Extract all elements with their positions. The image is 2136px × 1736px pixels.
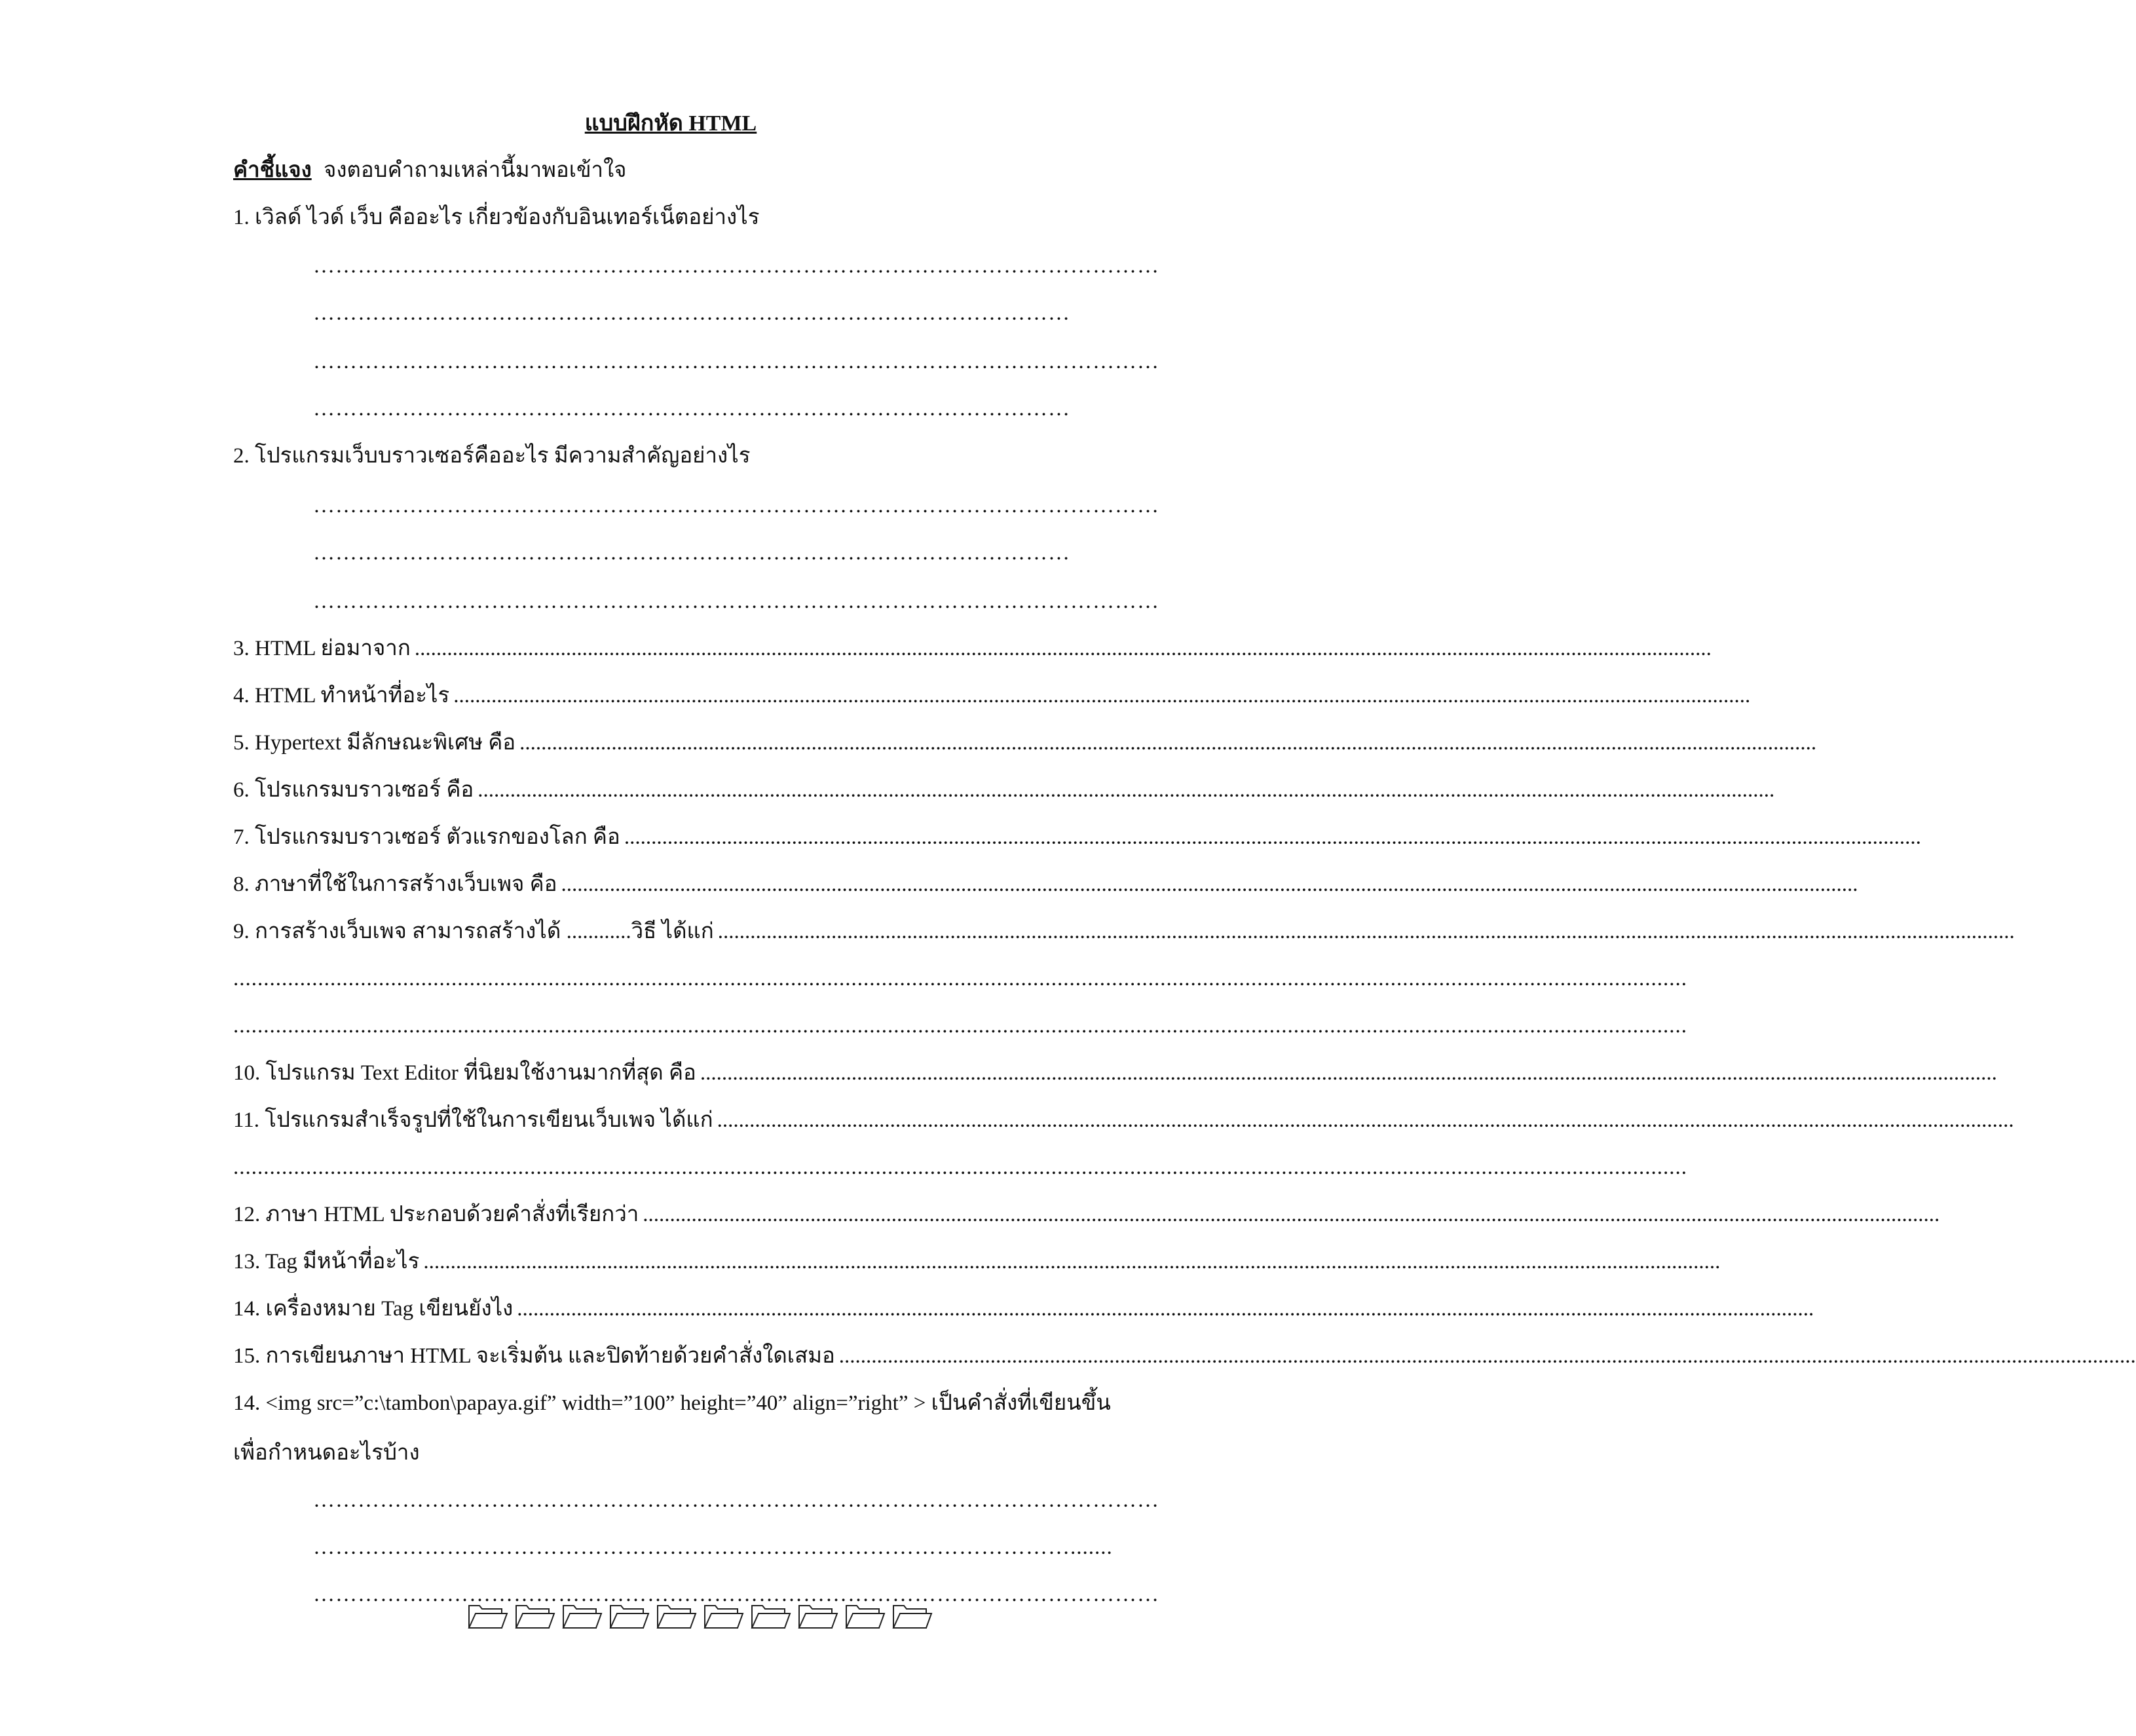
question-14: 14. เครื่องหมาย Tag เขียนยังไง ................................................................................................................................................................................................................................................ xyxy=(233,1297,1814,1321)
question-16-cont: เพื่อกำหนดอะไรบ้าง xyxy=(233,1441,420,1465)
instruction xyxy=(233,157,627,183)
answer-line: …………………………………………………………………………………………………… xyxy=(313,1488,1159,1512)
question-4: 4. HTML ทำหน้าที่อะไร ................................................................................................................................................................................................................................................ xyxy=(233,684,1751,708)
answer-line: …………………………………………………………………………………………………… xyxy=(313,1583,1159,1606)
folder-icon xyxy=(796,1602,838,1632)
page-title: แบบฝึกหัด HTML xyxy=(584,111,757,136)
folder-icon xyxy=(514,1602,555,1632)
folder-icon xyxy=(608,1602,650,1632)
answer-line: ................................................................................................................................................................................................................................................ xyxy=(233,1014,1687,1038)
folder-icon xyxy=(561,1602,603,1632)
answer-line: …………………………………………………………………………………………………… xyxy=(313,254,1159,278)
question-13: 13. Tag มีหน้าที่อะไร ................................................................................................................................................................................................................................................ xyxy=(233,1250,1721,1274)
question-9: 9. การสร้างเว็บเพจ สามารถสร้างได้ ............วิธี ได้แก่ ................................................................................................................................................................................................................................................ xyxy=(233,920,2015,943)
instruction-text: จงตอบคำถามเหล่านี้มาพอเข้าใจ xyxy=(323,159,627,182)
footer-ornament xyxy=(466,1602,933,1632)
answer-line: …………………………………………………………………………………………………… xyxy=(313,494,1159,518)
answer-line: ………………………………………………………………………………………… xyxy=(313,541,1070,565)
question-12: 12. ภาษา HTML ประกอบด้วยคำสั่งที่เรียกว่า ................................................................................................................................................................................................................................................ xyxy=(233,1203,1940,1226)
answer-line: ………………………………………………………………………………………… xyxy=(313,301,1070,325)
question-5: 5. Hypertext มีลักษณะพิเศษ คือ ................................................................................................................................................................................................................................................ xyxy=(233,731,1817,755)
instruction-label: คำชี้แจง xyxy=(233,159,312,182)
folder-icon xyxy=(702,1602,744,1632)
question-3: 3. HTML ย่อมาจาก ................................................................................................................................................................................................................................................ xyxy=(233,637,1712,660)
folder-icon xyxy=(466,1602,508,1632)
question-8: 8. ภาษาที่ใช้ในการสร้างเว็บเพจ คือ ................................................................................................................................................................................................................................................ xyxy=(233,873,1858,896)
question-10: 10. โปรแกรม Text Editor ที่นิยมใช้งานมากที่สุด คือ ................................................................................................................................................................................................................................................ xyxy=(233,1061,1997,1085)
answer-line: …………………………………………………………………………………………....... xyxy=(313,1536,1113,1559)
question-16: 14. <img src=”c:\tambon\papaya.gif” width=”100” height=”40” align=”right” > เป็นคำสั่งที่เขียนขึ้น xyxy=(233,1391,1111,1415)
question-1: 1. เวิลด์ ไวด์ เว็บ คืออะไร เกี่ยวข้องกับอินเทอร์เน็ตอย่างไร xyxy=(233,206,760,229)
folder-icon xyxy=(844,1602,886,1632)
question-2: 2. โปรแกรมเว็บบราวเซอร์คืออะไร มีความสำคัญอย่างไร xyxy=(233,444,751,468)
answer-line: ………………………………………………………………………………………… xyxy=(313,397,1070,421)
question-11: 11. โปรแกรมสำเร็จรูปที่ใช้ในการเขียนเว็บเพจ ได้แก่ ................................................................................................................................................................................................................................................ xyxy=(233,1108,2014,1132)
question-6: 6. โปรแกรมบราวเซอร์ คือ ................................................................................................................................................................................................................................................ xyxy=(233,778,1775,802)
question-7: 7. โปรแกรมบราวเซอร์ ตัวแรกของโลก คือ ................................................................................................................................................................................................................................................ xyxy=(233,825,1921,849)
answer-line: ................................................................................................................................................................................................................................................ xyxy=(233,1156,1687,1179)
answer-line: …………………………………………………………………………………………………… xyxy=(313,590,1159,613)
question-15: 15. การเขียนภาษา HTML จะเริ่มต้น และปิดท้ายด้วยคำสั่งใดเสมอ ................................................................................................................................................................................................................................................ xyxy=(233,1344,2136,1368)
folder-icon xyxy=(655,1602,697,1632)
answer-line: ................................................................................................................................................................................................................................................ xyxy=(233,967,1687,991)
folder-icon xyxy=(749,1602,791,1632)
answer-line: …………………………………………………………………………………………………… xyxy=(313,350,1159,373)
folder-icon xyxy=(891,1602,933,1632)
